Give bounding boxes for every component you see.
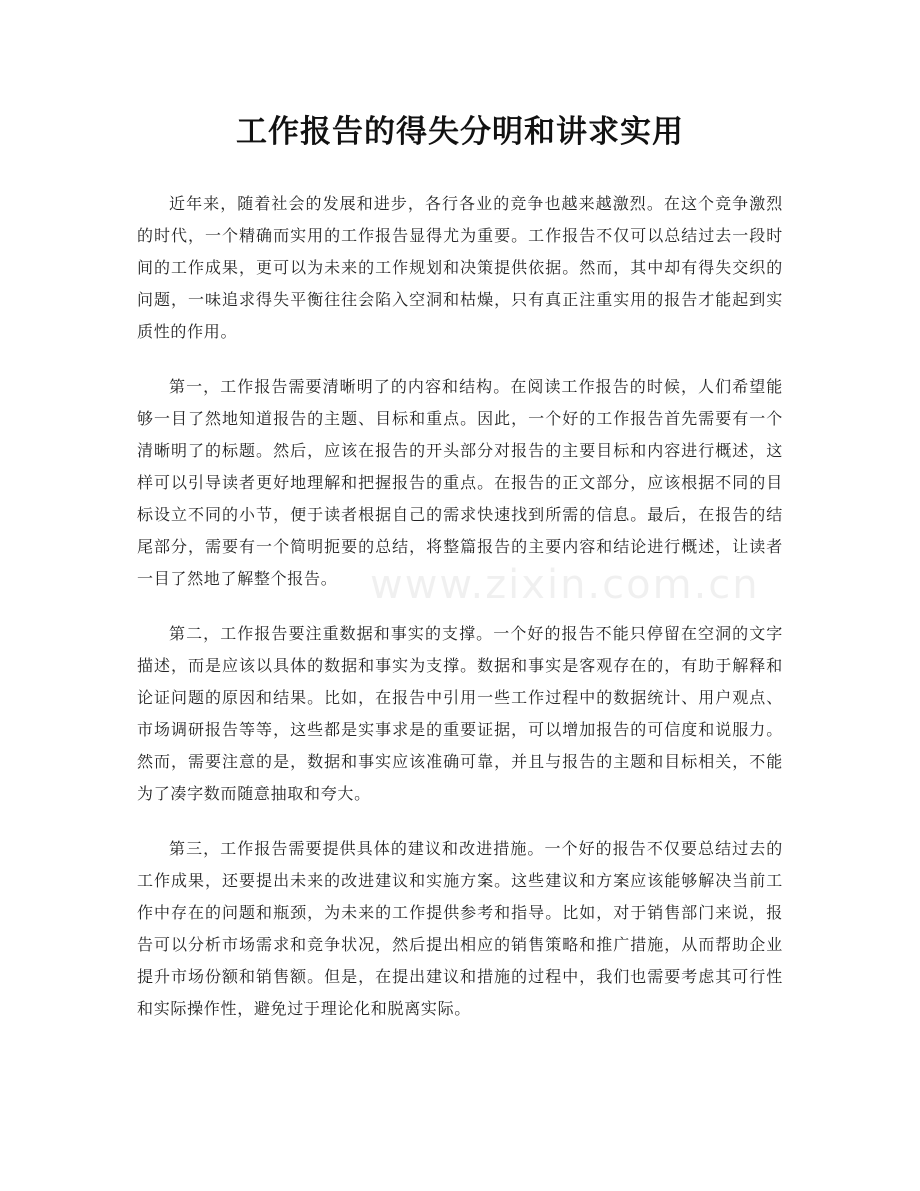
paragraph-intro: 近年来，随着社会的发展和进步，各行各业的竞争也越来越激烈。在这个竞争激烈的时代，一个精确而实用的工作报告显得尤为重要。工作报告不仅可以总结过去一段时间的工作成果，更可以为未来的工作规划和决策提供依据。然而，其中却有得失交织的问题，一味追求得失平衡往往会陷入空洞和枯燥，只有真正注重实用的报告才能起到实质性的作用。 — [137, 194, 783, 341]
document-body — [137, 188, 783, 1025]
paragraph-first: 第一，工作报告需要清晰明了的内容和结构。在阅读工作报告的时候，人们希望能够一目了然地知道报告的主题、目标和重点。因此，一个好的工作报告首先需要有一个清晰明了的标题。然后，应该在报告的开头部分对报告的主要目标和内容进行概述，这样可以引导读者更好地理解和把握报告的重点。在报告的正文部分，应该根据不同的目标设立不同的小节，便于读者根据自己的需求快速找到所需的信息。最后，在报告的结尾部分，需要有一个简明扼要的总结，将整篇报告的主要内容和结论进行概述，让读者一目了然地了解整个报告。 — [137, 377, 783, 588]
paragraph-second: 第二，工作报告要注重数据和事实的支撑。一个好的报告不能只停留在空洞的文字描述，而是应该以具体的数据和事实为支撑。数据和事实是客观存在的，有助于解释和论证问题的原因和结果。比如，在报告中引用一些工作过程中的数据统计、用户观点、市场调研报告等等，这些都是实事求是的重要证据，可以增加报告的可信度和说服力。然而，需要注意的是，数据和事实应该准确可靠，并且与报告的主题和目标相关，不能为了凑字数而随意抽取和夸大。 — [137, 624, 783, 803]
watermark: www.zixin.com.cn — [370, 562, 760, 608]
document-title: 工作报告的得失分明和讲求实用 — [236, 114, 684, 150]
paragraph-third: 第三，工作报告需要提供具体的建议和改进措施。一个好的报告不仅要总结过去的工作成果，还要提出未来的改进建议和实施方案。这些建议和方案应该能够解决当前工作中存在的问题和瓶颈，为未来的工作提供参考和指导。比如，对于销售部门来说，报告可以分析市场需求和竞争状况，然后提出相应的销售策略和推广措施，从而帮助企业提升市场份额和销售额。但是，在提出建议和措施的过程中，我们也需要考虑其可行性和实际操作性，避免过于理论化和脱离实际。 — [137, 839, 783, 1018]
